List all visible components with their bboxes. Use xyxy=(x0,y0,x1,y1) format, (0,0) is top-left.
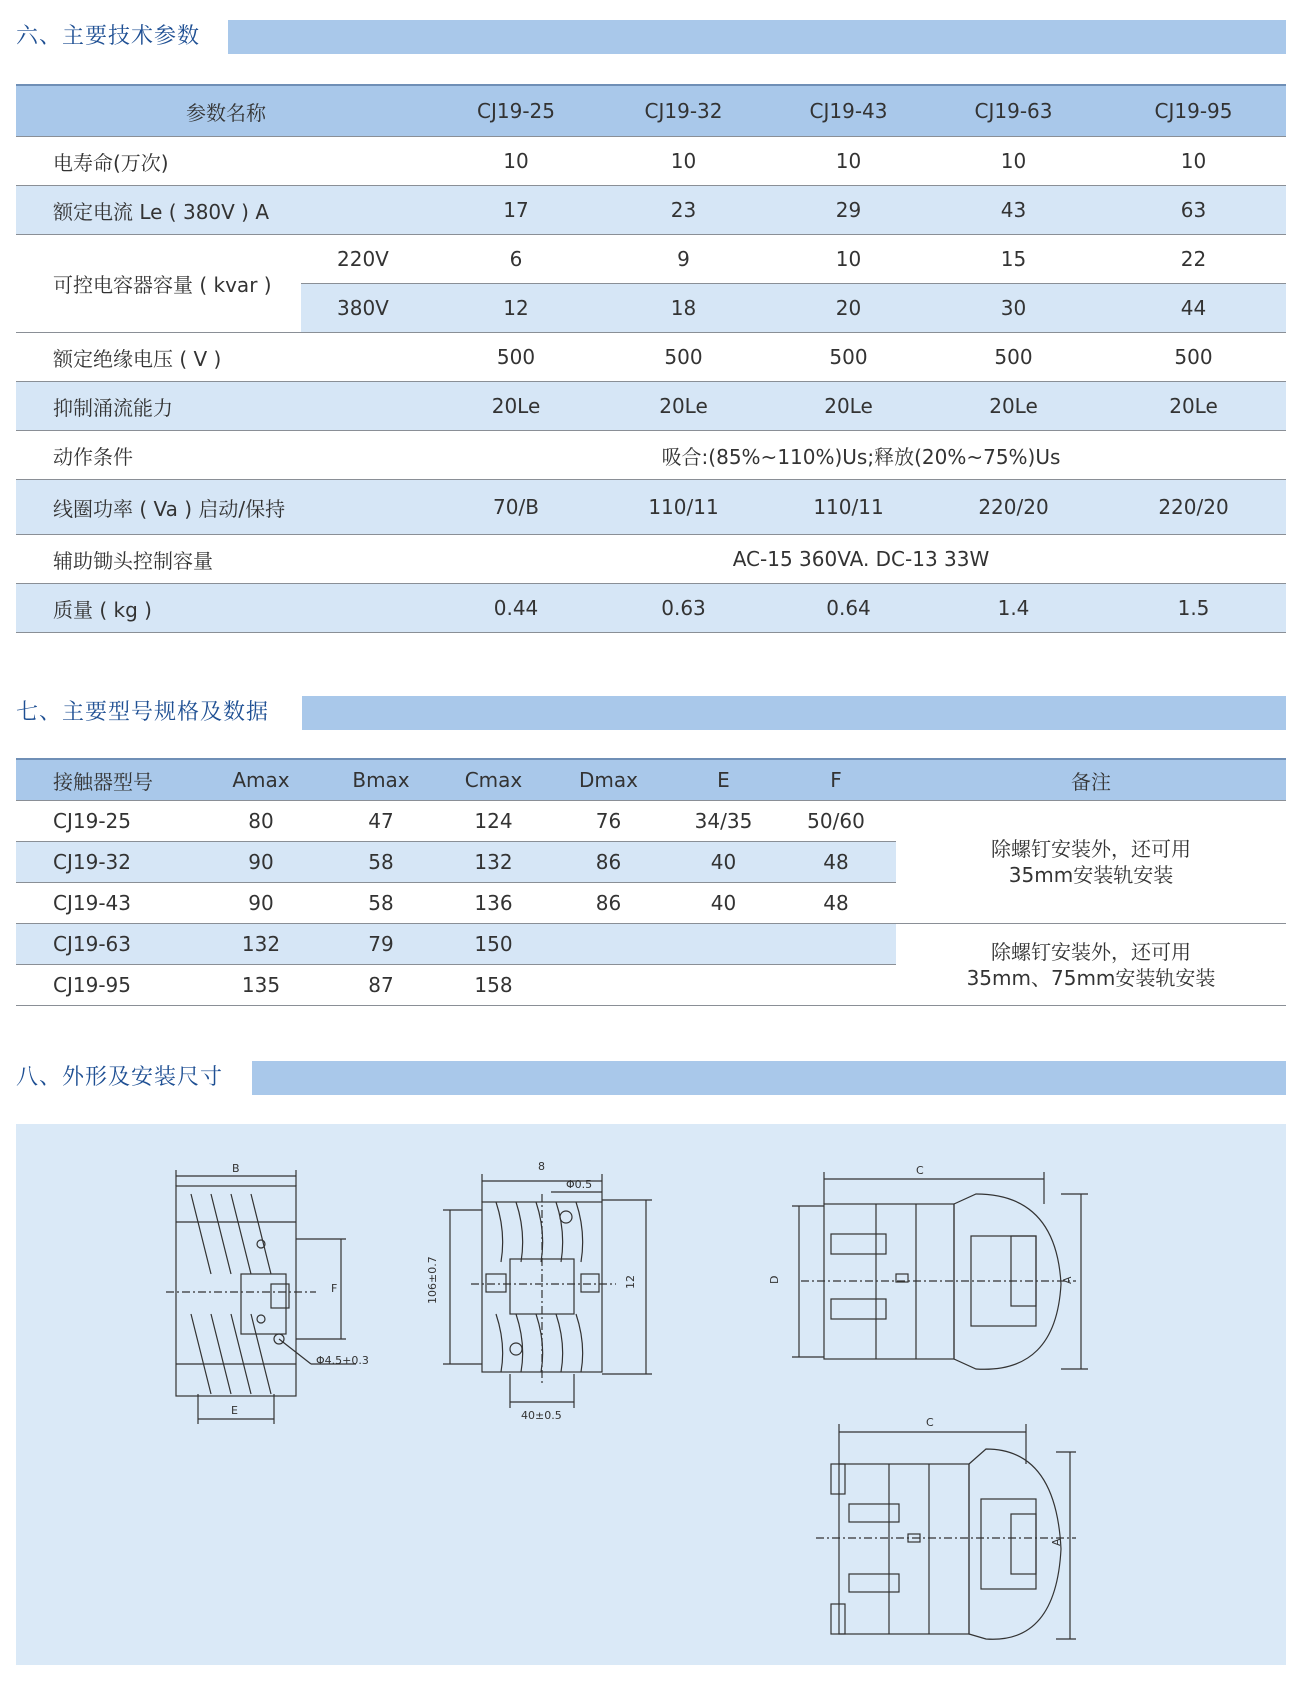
cell: 20Le xyxy=(596,382,771,431)
remark-note-1 xyxy=(896,801,1286,924)
cell: 58 xyxy=(321,883,441,924)
row-label: 线圈功率 ( Va ) 启动/保持 xyxy=(16,480,436,535)
cell xyxy=(671,924,776,965)
cell: 124 xyxy=(441,801,546,842)
sub-label-380v: 380V xyxy=(301,284,436,333)
dim-label-106: 106±0.7 xyxy=(426,1256,439,1304)
cell: 76 xyxy=(546,801,671,842)
dim-label-d: D xyxy=(768,1275,781,1284)
cell: 15 xyxy=(926,235,1101,284)
merged-cell: AC-15 360VA. DC-13 33W xyxy=(436,535,1286,584)
cell: 90 xyxy=(201,883,321,924)
dim-label-12: 12 xyxy=(624,1275,637,1289)
row-label: 辅助锄头控制容量 xyxy=(16,535,436,584)
header-cj19-32: CJ19-32 xyxy=(596,85,771,137)
cell: 22 xyxy=(1101,235,1286,284)
row-label: 额定电流 Le ( 380V ) A xyxy=(16,186,436,235)
row-label: 额定绝缘电压 ( V ) xyxy=(16,333,436,382)
table-row xyxy=(16,584,1286,633)
cell: 500 xyxy=(1101,333,1286,382)
cell: 132 xyxy=(441,842,546,883)
cell: 87 xyxy=(321,965,441,1006)
row-label: 质量 ( kg ) xyxy=(16,584,436,633)
cell: 29 xyxy=(771,186,926,235)
section-6-heading xyxy=(16,20,1286,54)
cell: 48 xyxy=(776,883,896,924)
dim-label-40: 40±0.5 xyxy=(521,1409,562,1422)
cell: 110/11 xyxy=(771,480,926,535)
cell: 135 xyxy=(201,965,321,1006)
drawing-front-view-medium xyxy=(443,1174,652,1408)
cell: 158 xyxy=(441,965,546,1006)
cell: 50/60 xyxy=(776,801,896,842)
dim-label-c2: C xyxy=(926,1416,934,1429)
table-header-row xyxy=(16,759,1286,801)
table-row xyxy=(16,186,1286,235)
cell: 0.63 xyxy=(596,584,771,633)
cell xyxy=(776,965,896,1006)
cell xyxy=(776,924,896,965)
section-8-bar xyxy=(252,1061,1286,1095)
header-cmax: Cmax xyxy=(441,759,546,801)
table-row xyxy=(16,431,1286,480)
cell: 23 xyxy=(596,186,771,235)
table-row xyxy=(16,137,1286,186)
sub-label-220v: 220V xyxy=(301,235,436,284)
section-7-title: 七、主要型号规格及数据 xyxy=(16,700,270,725)
remark-line: 35mm安装轨安装 xyxy=(1008,863,1174,887)
cell: 86 xyxy=(546,842,671,883)
section-6-bar xyxy=(228,20,1286,54)
remark-line: 35mm、75mm安装轨安装 xyxy=(966,965,1216,990)
cell: 40 xyxy=(671,842,776,883)
table-header-row xyxy=(16,85,1286,137)
remark-line: 除螺钉安装外，还可用 xyxy=(991,837,1191,861)
remark-note-2 xyxy=(896,924,1286,1006)
cell: 90 xyxy=(201,842,321,883)
cell: 6 xyxy=(436,235,596,284)
dim-label-hole: Φ4.5+0.3 xyxy=(316,1354,369,1367)
cell: 47 xyxy=(321,801,441,842)
table-row xyxy=(16,235,1286,284)
cell: 110/11 xyxy=(596,480,771,535)
cell: 17 xyxy=(436,186,596,235)
table-row xyxy=(16,924,1286,965)
cell: 18 xyxy=(596,284,771,333)
cell: 86 xyxy=(546,883,671,924)
dim-label-a2: A xyxy=(1050,1538,1063,1546)
row-label: 可控电容器容量 ( kvar ) xyxy=(16,235,301,333)
cell: 40 xyxy=(671,883,776,924)
header-dmax: Dmax xyxy=(546,759,671,801)
cell: 20Le xyxy=(1101,382,1286,431)
header-bmax: Bmax xyxy=(321,759,441,801)
cell: 500 xyxy=(926,333,1101,382)
cell: 79 xyxy=(321,924,441,965)
cell: 70/B xyxy=(436,480,596,535)
cell: 20 xyxy=(771,284,926,333)
cell: 10 xyxy=(436,137,596,186)
header-amax: Amax xyxy=(201,759,321,801)
drawing-side-view-lower xyxy=(816,1424,1076,1639)
cell: 10 xyxy=(596,137,771,186)
table-row xyxy=(16,382,1286,431)
cell: 9 xyxy=(596,235,771,284)
cell: 48 xyxy=(776,842,896,883)
cell: 44 xyxy=(1101,284,1286,333)
header-param-name: 参数名称 xyxy=(16,85,436,137)
model-cell: CJ19-25 xyxy=(16,801,201,842)
dim-label-phi: Φ0.5 xyxy=(566,1178,593,1191)
cell: 0.44 xyxy=(436,584,596,633)
header-cj19-43: CJ19-43 xyxy=(771,85,926,137)
cell xyxy=(546,965,671,1006)
header-remark: 备注 xyxy=(896,759,1286,801)
dim-label-a: A xyxy=(1061,1276,1074,1284)
cell: 30 xyxy=(926,284,1101,333)
cell: 500 xyxy=(596,333,771,382)
dim-label-e: E xyxy=(231,1404,238,1417)
section-7-heading xyxy=(16,696,1286,730)
remark-line: 除螺钉安装外，还可用 xyxy=(991,939,1191,964)
cell: 220/20 xyxy=(1101,480,1286,535)
model-cell: CJ19-95 xyxy=(16,965,201,1006)
row-label: 抑制涌流能力 xyxy=(16,382,436,431)
cell: 1.5 xyxy=(1101,584,1286,633)
cell: 20Le xyxy=(771,382,926,431)
cell: 10 xyxy=(771,137,926,186)
model-cell: CJ19-32 xyxy=(16,842,201,883)
header-f: F xyxy=(776,759,896,801)
cell: 12 xyxy=(436,284,596,333)
cell: 58 xyxy=(321,842,441,883)
model-cell: CJ19-43 xyxy=(16,883,201,924)
cell: 1.4 xyxy=(926,584,1101,633)
section-7-bar xyxy=(302,696,1286,730)
cell: 63 xyxy=(1101,186,1286,235)
cell xyxy=(671,965,776,1006)
header-model: 接触器型号 xyxy=(16,759,201,801)
drawing-side-view-upper xyxy=(792,1172,1088,1369)
section-6-title: 六、主要技术参数 xyxy=(16,24,201,49)
cell: 10 xyxy=(1101,137,1286,186)
cell: 20Le xyxy=(436,382,596,431)
table-row xyxy=(16,480,1286,535)
row-label: 动作条件 xyxy=(16,431,436,480)
section-8-title: 八、外形及安装尺寸 xyxy=(16,1065,224,1090)
cell: 500 xyxy=(771,333,926,382)
cell: 80 xyxy=(201,801,321,842)
section-8-heading xyxy=(16,1061,1286,1095)
cell: 10 xyxy=(771,235,926,284)
header-cj19-25: CJ19-25 xyxy=(436,85,596,137)
cell: 0.64 xyxy=(771,584,926,633)
model-spec-table xyxy=(16,758,1286,1006)
cell: 132 xyxy=(201,924,321,965)
cell: 34/35 xyxy=(671,801,776,842)
dim-label-b: B xyxy=(232,1162,240,1175)
cell: 43 xyxy=(926,186,1101,235)
dim-label-8: 8 xyxy=(538,1160,545,1173)
drawing-front-view-small xyxy=(166,1170,356,1424)
header-cj19-95: CJ19-95 xyxy=(1101,85,1286,137)
cell xyxy=(546,924,671,965)
row-label: 电寿命(万次) xyxy=(16,137,436,186)
dimension-drawings-panel xyxy=(16,1124,1286,1665)
table-row xyxy=(16,333,1286,382)
model-cell: CJ19-63 xyxy=(16,924,201,965)
dim-label-f: F xyxy=(331,1282,338,1295)
dim-label-c: C xyxy=(916,1164,924,1177)
header-cj19-63: CJ19-63 xyxy=(926,85,1101,137)
header-e: E xyxy=(671,759,776,801)
table-row xyxy=(16,801,1286,842)
cell: 500 xyxy=(436,333,596,382)
cell: 10 xyxy=(926,137,1101,186)
cell: 136 xyxy=(441,883,546,924)
table-row xyxy=(16,535,1286,584)
tech-params-table xyxy=(16,84,1286,633)
cell: 220/20 xyxy=(926,480,1101,535)
cell: 150 xyxy=(441,924,546,965)
cell: 20Le xyxy=(926,382,1101,431)
merged-cell: 吸合:(85%~110%)Us;释放(20%~75%)Us xyxy=(436,431,1286,480)
